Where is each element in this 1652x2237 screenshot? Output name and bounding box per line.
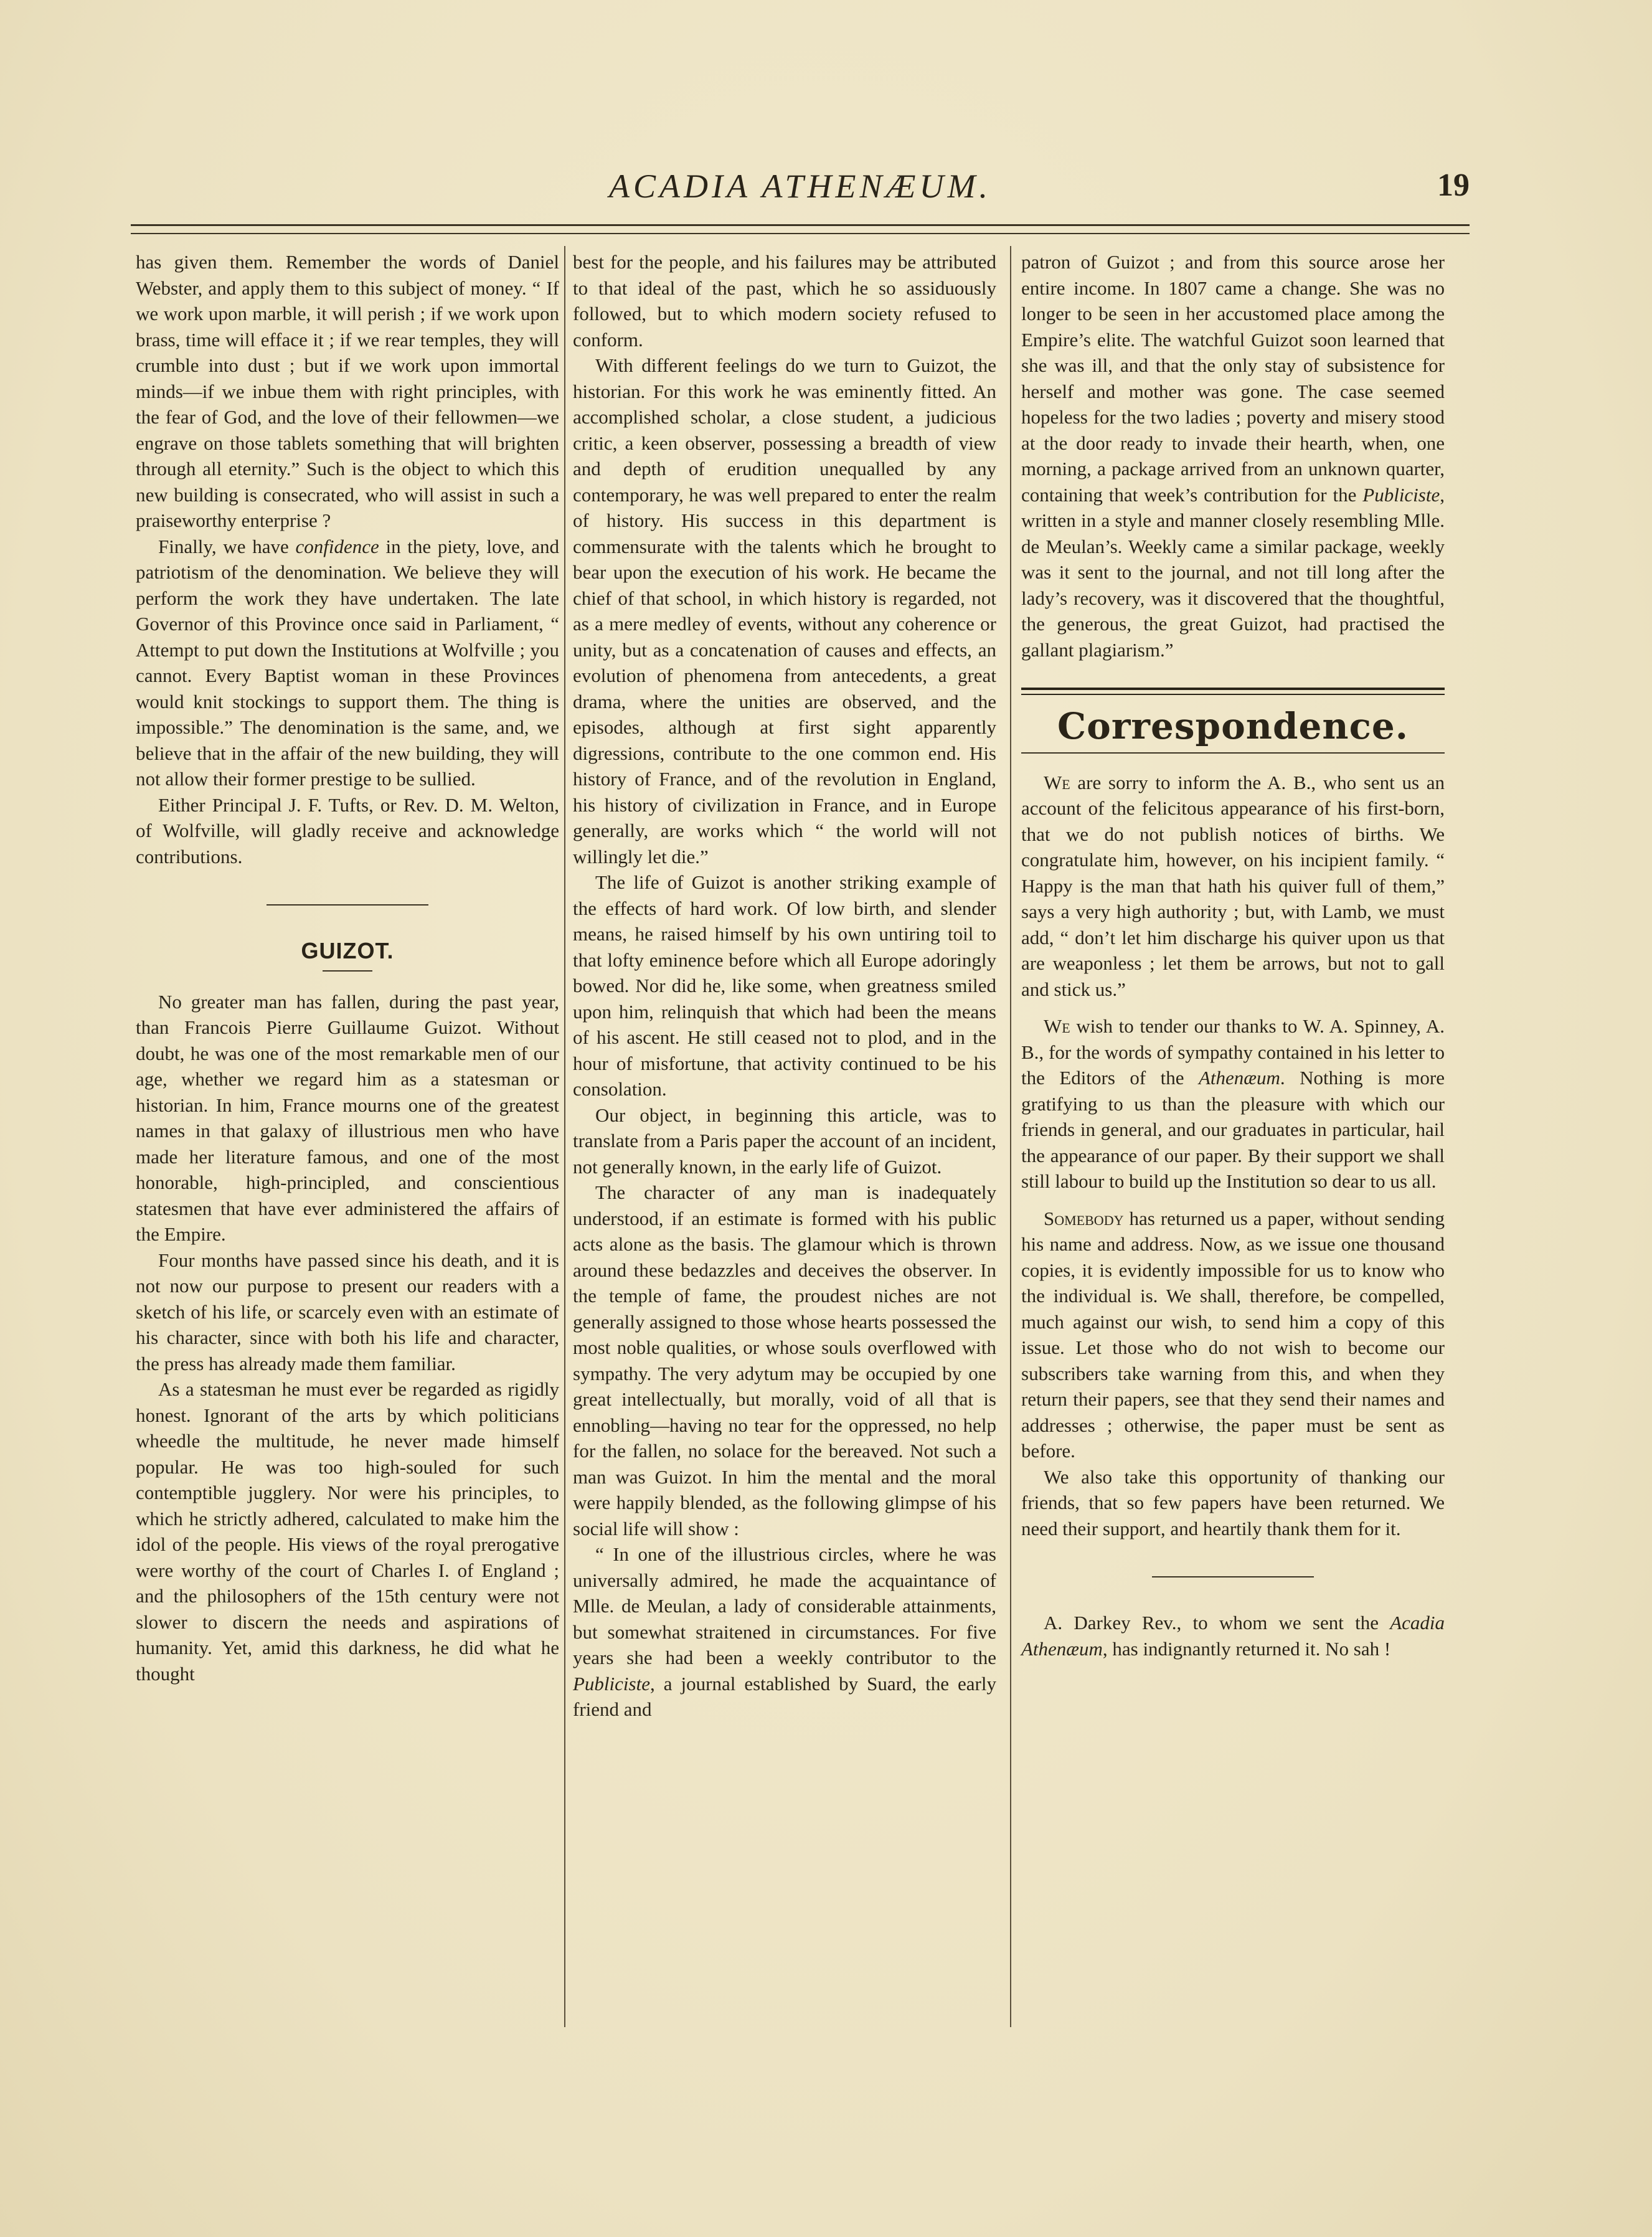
paragraph: Either Principal J. F. Tufts, or Rev. D. M. Welton, of Wolfville, will gladly receive and acknowledge contributions.	[136, 793, 559, 868]
text-run: patron of Guizot ; and from this source arose her entire income. In 1807 came a change. She was no longer to be seen in her accustomed place among the Empire’s elite. The watchful Guizot soon learned that she was ill, and that the only stay of subsistence for herself and mother was gone. The case seemed hopeless for the two ladies ; poverty and misery stood at the door ready to invade their hearth, when, one morning, a package arrived from an unknown quarter, containing that week’s contribution for the	[1021, 251, 1445, 506]
page-title: ACADIA ATHENÆUM.	[608, 168, 991, 205]
paragraph: best for the people, and his failures may be attributed to that ideal of the past, which he so assiduously followed, but to which modern society refused to conform.	[573, 251, 996, 351]
paragraph: With different feelings do we turn to Guizot, the historian. For this work he was eminently fitted. An accomplished scholar, a close student, a judicious critic, a keen observer, possessing a breadth of view and depth of erudition unequalled by any contemporary, he was well prepared to enter the realm of history. His success in this department is commensurate with the talents which he brought to bear upon the execution of his work. He became the chief of that school, in which history is regarded, not as a mere medley of events, without any coherence or unity, but as a concatenation of causes and effects, an evolution of phenomena from antecedents, a great drama, where the unities are observed, and the episodes, although at first sight apparently digressions, contribute to the one common end. His history of France, and of the revolution in England, his history of civilization in France, and in Europe generally, are works which “ the world will not willingly let die.”	[573, 354, 996, 868]
text-run: . Nothing is more gratifying to us than the pleasure with which our friends in general, and our graduates in particular, hail the appearance of our paper. By their support we shall still labour to build up the Institution so dear to us all.	[1021, 1067, 1445, 1192]
quotation	[573, 1541, 996, 1723]
paragraph: Our object, in beginning this article, was to translate from a Paris paper the account of an incident, not generally known, in the early life of Guizot.	[573, 1104, 996, 1178]
section-divider	[267, 904, 428, 906]
section-divider	[1021, 688, 1445, 695]
text-run: “ In one of the illustrious circles, where he was universally admired, he made the acquaintance of Mlle. de Meulan, a lady of considerable attainments, but somewhat straitened in circumstances. For five years she had been a weekly contributor to the	[573, 1543, 996, 1668]
correspondence-heading: Correspondence.	[1057, 705, 1409, 747]
text-run: Finally, we have	[158, 535, 296, 557]
text-run: , written in a style and manner closely resembling Mlle. de Meulan’s. Weekly came a similar package, weekly was it sent to the journal, and not till long after the lady’s recovery, was it discovered that the thoughtful, the generous, the great Guizot, had practised the gallant plagiarism.”	[1021, 483, 1445, 661]
paragraph: The character of any man is inadequately understood, if an estimate is formed with his public acts alone as the basis. The glamour which is thrown around these bedazzles and deceives the observer. In the temple of fame, the proudest niches are not generally assigned to those whose hearts possessed the most noble qualities, or whose souls overflowed with sympathy. The very adytum may be occupied by one great intellectually, but morally, void of all that is ennobling—having no tear for the oppressed, no help for the fallen, no solace for the bereaved. Not such a man was Guizot. In him the mental and the moral were happily blended, as the following glimpse of his social life will show :	[573, 1181, 996, 1539]
emphasis: Publiciste	[573, 1672, 650, 1695]
emphasis: Acadia Athenæum	[1021, 1612, 1445, 1660]
paragraph	[1021, 770, 1445, 1003]
header-rule	[131, 224, 1470, 226]
text-run: in the piety, love, and patriotism of the denomination. We believe they will perform the work they have undertaken. The late Governor of this Province once said in Parliament, “ Attempt to put down the Institutions at Wolfville ; you cannot. Every Baptist woman in these Provinces would knit stockings to support them. The thing is impossible.” The denomination is the same, and, we believe that in the affair of the new building, they will not allow their former prestige to be sullied.	[136, 535, 559, 790]
text-run: A. Darkey Rev., to whom we sent the	[1044, 1612, 1390, 1634]
text-run: , has indignantly returned it. No sah !	[1102, 1637, 1391, 1660]
small-caps-lead: Somebody	[1044, 1207, 1124, 1229]
emphasis: Athenæum	[1198, 1067, 1280, 1089]
paragraph	[1021, 1013, 1445, 1194]
heading-rule	[1021, 752, 1445, 754]
paragraph	[1021, 1610, 1445, 1662]
page-number: 19	[1437, 168, 1470, 203]
section-divider	[1152, 1576, 1314, 1577]
article-heading: GUIZOT.	[301, 938, 394, 963]
header-rule-thin	[131, 233, 1470, 234]
paragraph	[1021, 1206, 1445, 1464]
small-caps-lead: We	[1044, 1015, 1070, 1037]
column-separator	[1010, 246, 1011, 2027]
paragraph: Four months have passed since his death, and it is not now our purpose to present our readers with a sketch of his life, or scarcely even with an estimate of his character, since with both his life and character, the press has already made them familiar.	[136, 1249, 559, 1374]
masthead	[131, 167, 1470, 217]
emphasis: Publiciste	[1362, 483, 1440, 506]
column-1	[136, 249, 559, 1686]
paragraph: The life of Guizot is another striking example of the effects of hard work. Of low birth, and slender means, he raised himself by his own untiring toil to that lofty eminence before which all Europe adoringly bowed. Nor did he, like some, when greatness smiled upon him, relinquish that which had been the means of his ascent. He still ceased not to plod, and in the hour of misfortune, that activity continued to be his consolation.	[573, 871, 996, 1100]
heading-underline	[323, 970, 372, 972]
text-run: are sorry to inform the A. B., who sent us an account of the felicitous appearance of his first-born, that we do not publish notices of births. We congratulate him, however, on his incipient family. “ Happy is the man that hath his quiver full of them,” says a very high authority ; but, with Lamb, we must add, “ don’t let him discharge his quiver upon us that are weaponless ; let them be arrows, but not to gall and stick us.”	[1021, 771, 1445, 1000]
text-run: wish to tender our thanks to W. A. Spinney, A. B., for the words of sympathy contained in his letter to the Editors of the	[1021, 1015, 1445, 1089]
text-run: , a journal established by Suard, the early friend and	[573, 1672, 996, 1720]
paragraph: has given them. Remember the words of Daniel Webster, and apply them to this subject of money. “ If we work upon marble, it will perish ; if we work upon brass, time will efface it ; if we rear temples, they will crumble into dust ; but if we work upon immortal minds—if we inbue them with right principles, with the fear of God, and the love of their fellowmen—we engrave on those tablets something that will brighten through all eternity.” Such is the object to which this new building is consecrated, who will assist in such a praiseworthy enterprise ?	[136, 251, 559, 531]
paragraph: We also take this opportunity of thanking our friends, that so few papers have been returned. We need their support, and heartily thank them for it.	[1021, 1465, 1445, 1539]
column-separator	[564, 246, 565, 2027]
paragraph: As a statesman he must ever be regarded as rigidly honest. Ignorant of the arts by which politicians wheedle the multitude, he never made himself popular. He was too high-souled for such contemptible jugglery. Nor were his principles, to which he strictly adhered, calculated to make him the idol of the people. His views of the royal prerogative were worthy of the court of Charles I. of England ; and the philosophers of the 15th century were not slower to discern the needs and aspirations of humanity. Yet, amid this darkness, he did what he thought	[136, 1378, 559, 1685]
paragraph	[136, 534, 559, 792]
column-3	[1021, 249, 1445, 1662]
emphasis: confidence	[295, 535, 379, 557]
small-caps-lead: We	[1044, 771, 1070, 793]
column-2	[573, 249, 996, 1723]
paragraph: No greater man has fallen, during the past year, than Francois Pierre Guillaume Guizot. Without doubt, he was one of the most remarkable men of our age, whether we regard him as a statesman or historian. In him, France mourns one of the greatest names in that galaxy of illustrious men who have made her literature famous, and one of the most honorable, high-principled, and conscientious statesmen that have ever administered the affairs of the Empire.	[136, 990, 559, 1245]
paragraph	[1021, 249, 1445, 663]
text-run: has returned us a paper, without sending his name and address. Now, as we issue one thousand copies, it is evidently impossible for us to know who the individual is. We shall, therefore, be compelled, much against our wish, to send him a copy of this issue. Let those who do not wish to become our subscribers take warning from this, and when they return their papers, see that they send their names and addresses ; otherwise, the paper must be sent as before.	[1021, 1207, 1445, 1462]
